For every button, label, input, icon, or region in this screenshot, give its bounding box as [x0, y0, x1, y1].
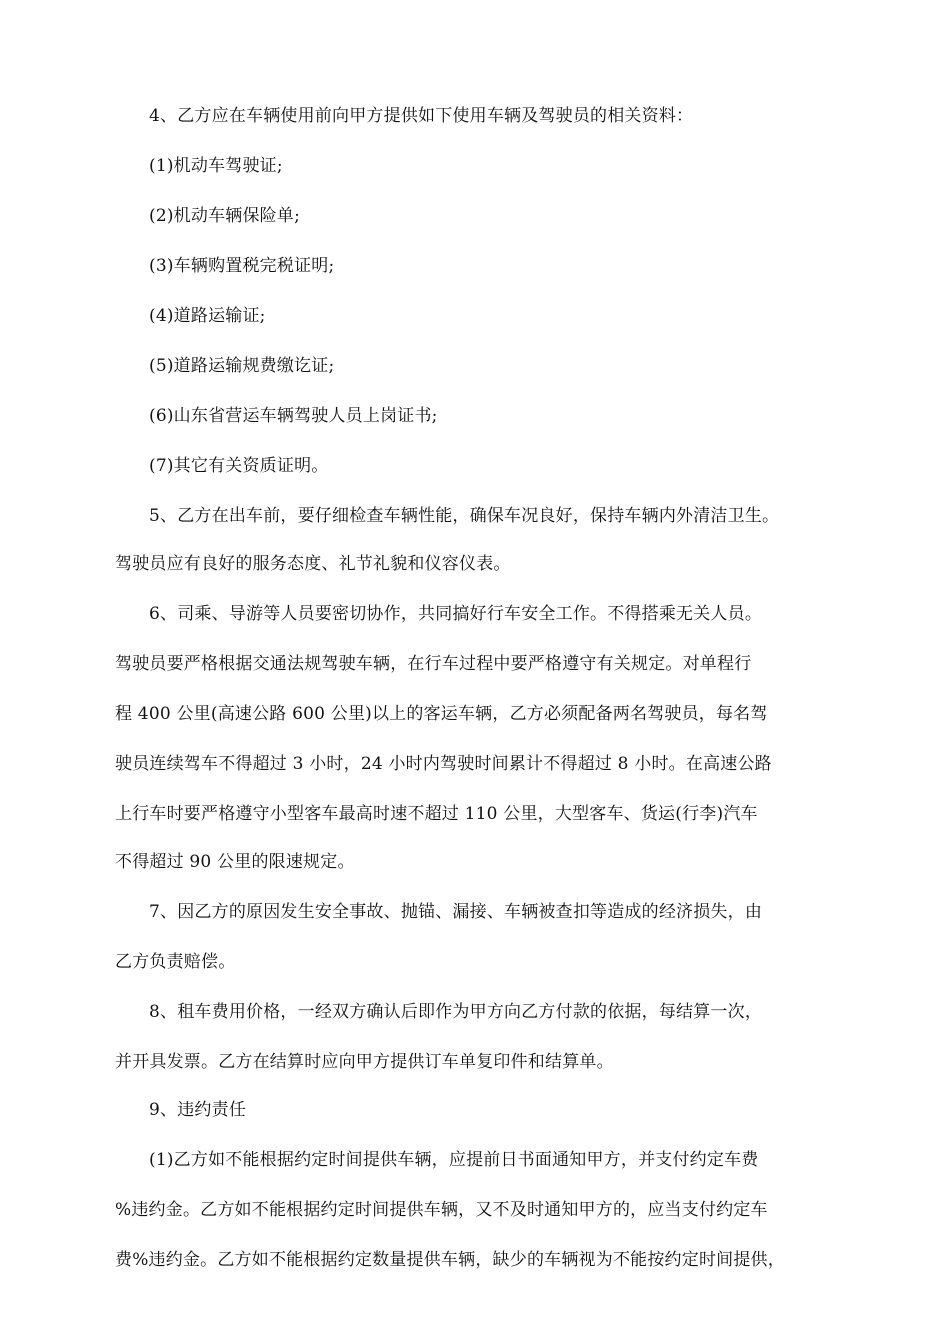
paragraph-6-line-5: 上行车时要严格遵守小型客车最高时速不超过 110 公里，大型客车、货运(行李)汽车: [115, 804, 758, 824]
list-item-7: (7)其它有关资质证明。: [149, 456, 329, 476]
paragraph-9-heading: 9、违约责任: [149, 1100, 247, 1120]
paragraph-6-line-2: 驾驶员要严格根据交通法规驾驶车辆，在行车过程中要严格遵守有关规定。对单程行: [115, 654, 752, 674]
paragraph-9-item-1-line-3: 费%违约金。乙方如不能根据约定数量提供车辆，缺少的车辆视为不能按约定时间提供，: [115, 1250, 785, 1270]
paragraph-5-line-2: 驾驶员应有良好的服务态度、礼节礼貌和仪容仪表。: [115, 554, 511, 574]
paragraph-8-line-1: 8、租车费用价格，一经双方确认后即作为甲方向乙方付款的依据，每结算一次，: [149, 1002, 763, 1022]
list-item-3: (3)车辆购置税完税证明;: [149, 256, 335, 276]
list-item-1: (1)机动车驾驶证;: [149, 156, 283, 176]
paragraph-6-line-4: 驶员连续驾车不得超过 3 小时，24 小时内驾驶时间累计不得超过 8 小时。在高速公路: [115, 754, 772, 774]
paragraph-9-item-1-line-1: (1)乙方如不能根据约定时间提供车辆，应提前日书面通知甲方，并支付约定车费: [149, 1150, 759, 1170]
paragraph-7-line-1: 7、因乙方的原因发生安全事故、抛锚、漏接、车辆被查扣等造成的经济损失，由: [149, 902, 763, 922]
paragraph-9-item-1-line-2: %违约金。乙方如不能根据约定时间提供车辆，又不及时通知甲方的，应当支付约定车: [115, 1200, 768, 1220]
paragraph-6-line-3: 程 400 公里(高速公路 600 公里)以上的客运车辆，乙方必须配备两名驾驶员，每名驾: [115, 704, 768, 724]
paragraph-6-line-6: 不得超过 90 公里的限速规定。: [115, 852, 355, 872]
paragraph-5-line-1: 5、乙方在出车前，要仔细检查车辆性能，确保车况良好，保持车辆内外清洁卫生。: [149, 506, 780, 526]
list-item-6: (6)山东省营运车辆驾驶人员上岗证书;: [149, 406, 438, 426]
list-item-5: (5)道路运输规费缴讫证;: [149, 356, 335, 376]
paragraph-7-line-2: 乙方负责赔偿。: [115, 952, 236, 972]
paragraph-8-line-2: 并开具发票。乙方在结算时应向甲方提供订车单复印件和结算单。: [115, 1052, 614, 1072]
paragraph-6-line-1: 6、司乘、导游等人员要密切协作，共同搞好行车安全工作。不得搭乘无关人员。: [149, 604, 763, 624]
list-item-4: (4)道路运输证;: [149, 306, 266, 326]
paragraph-4-heading: 4、乙方应在车辆使用前向甲方提供如下使用车辆及驾驶员的相关资料：: [149, 106, 694, 126]
list-item-2: (2)机动车辆保险单;: [149, 206, 301, 226]
